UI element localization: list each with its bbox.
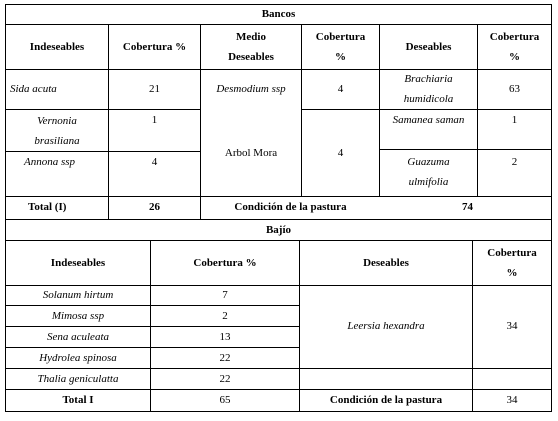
bajio-hline-r1: [5, 305, 300, 306]
bajio-indeseable-4-value: 22: [219, 352, 231, 364]
bancos-indeseable-1-value: 21: [149, 83, 160, 95]
frame-top: [5, 4, 552, 5]
bancos-hline-r2-a: [5, 151, 201, 152]
bancos-indeseable-2: [6, 110, 108, 152]
bajio-indeseable-1: Solanum hirtum: [42, 289, 114, 301]
bajio-total-value: 65: [219, 394, 231, 406]
bajio-hline-r2: [5, 326, 300, 327]
bancos-hline-r1-b: [301, 109, 552, 110]
bajio-indeseable-2-value: 2: [222, 310, 228, 322]
bancos-hline-total: [5, 219, 552, 220]
bancos-deseable-1-value: 63: [509, 83, 520, 95]
bancos-condicion-label: Condición de la pastura: [234, 201, 347, 213]
bajio-condicion-value: 34: [506, 394, 518, 406]
bancos-vline-1: [108, 24, 109, 220]
bancos-medio-2-value: 4: [337, 147, 344, 159]
bancos-hline-r1-a: [5, 109, 201, 110]
bancos-indeseable-2-line2: brasiliana: [34, 135, 80, 147]
bancos-medio-1: Desmodium ssp: [216, 83, 286, 95]
bancos-vline-3: [301, 24, 302, 197]
bajio-vline-3: [472, 240, 473, 412]
bancos-header-medio-line2: Deseables: [228, 51, 274, 63]
bancos-deseable-3-value: 2: [511, 156, 518, 168]
bancos-header-cobertura-3-line2: %: [509, 51, 520, 63]
bancos-deseable-1-line2: humidicola: [403, 93, 454, 105]
bancos-header-medio: [201, 25, 301, 69]
bajio-header-cobertura-2-line2: %: [506, 267, 518, 279]
bajio-hline-header: [5, 285, 552, 286]
bancos-header-cobertura-2-line2: %: [335, 51, 346, 63]
bajio-deseable-1: Leersia hexandra: [347, 320, 425, 332]
bancos-indeseable-2-line1: Vernonia: [37, 115, 77, 127]
frame-bottom: [5, 411, 552, 412]
bancos-total-label: Total (I): [28, 201, 67, 213]
bancos-medio-2: Arbol Mora: [224, 147, 278, 159]
bajio-hline-title: [5, 240, 552, 241]
bajio-total-label: Total I: [62, 394, 94, 406]
bancos-header-medio-line1: Medio: [236, 31, 266, 43]
bajio-indeseable-1-value: 7: [222, 289, 228, 301]
bajio-condicion-label: Condición de la pastura: [329, 394, 443, 406]
bancos-vline-5: [477, 24, 478, 197]
bancos-hline-r3: [5, 196, 552, 197]
bajio-hline-r3: [5, 347, 300, 348]
bancos-indeseable-3-value: 4: [151, 156, 158, 168]
bancos-condicion-value: 74: [462, 201, 473, 213]
bajio-vline-1: [150, 240, 151, 412]
bajio-header-cobertura-1: Cobertura %: [193, 257, 257, 269]
bancos-indeseable-2-value: 1: [151, 114, 158, 126]
bancos-header-deseables: Deseables: [405, 41, 452, 53]
bajio-header-deseables: Deseables: [363, 257, 409, 269]
bancos-header-cobertura-3-line1: Cobertura: [489, 31, 540, 43]
bajio-indeseable-2: Mimosa ssp: [51, 310, 105, 322]
bancos-hline-title: [5, 24, 552, 25]
bajio-deseable-1-value: 34: [506, 320, 518, 332]
bancos-deseable-2-value: 1: [511, 114, 518, 126]
bancos-title: Bancos: [261, 8, 296, 20]
bancos-medio-1-value: 4: [337, 83, 344, 95]
bancos-header-cobertura-3: [478, 25, 551, 69]
bancos-vline-2: [200, 24, 201, 220]
bancos-deseable-1-line1: Brachiaria: [404, 73, 453, 85]
bancos-deseable-3: [380, 152, 477, 196]
bancos-header-cobertura-1: Cobertura %: [122, 41, 187, 53]
bancos-deseable-3-line2: ulmifolia: [408, 176, 449, 188]
bajio-vline-2: [299, 240, 300, 412]
bajio-header-cobertura-2: [473, 241, 551, 285]
bajio-header-indeseables: Indeseables: [50, 257, 106, 269]
bajio-hline-r5: [5, 389, 552, 390]
bancos-total-value: 26: [149, 201, 160, 213]
bajio-indeseable-3: Sena aculeata: [46, 331, 109, 343]
bajio-hline-r4: [5, 368, 552, 369]
bancos-vline-4: [379, 24, 380, 197]
bajio-header-cobertura-2-line1: Cobertura: [487, 247, 537, 259]
bajio-indeseable-5: Thalia geniculatta: [37, 373, 119, 385]
bancos-header-cobertura-2-line1: Cobertura: [315, 31, 366, 43]
frame-right: [551, 4, 552, 412]
frame-left: [5, 4, 6, 412]
bajio-indeseable-3-value: 13: [219, 331, 231, 343]
bancos-deseable-1: [380, 70, 477, 108]
bancos-header-indeseables: Indeseables: [29, 41, 85, 53]
bancos-deseable-2: Samanea saman: [392, 114, 465, 126]
bancos-indeseable-3: Annona ssp: [24, 156, 76, 168]
bancos-hline-header: [5, 69, 552, 70]
bancos-hline-r2-b: [379, 149, 552, 150]
bancos-header-cobertura-2: [302, 25, 379, 69]
bajio-title: Bajío: [265, 224, 292, 236]
bancos-deseable-3-line1: Guazuma: [407, 156, 450, 168]
bajio-indeseable-5-value: 22: [219, 373, 231, 385]
bajio-indeseable-4: Hydrolea spinosa: [39, 352, 117, 364]
bancos-indeseable-1: Sida acuta: [10, 83, 57, 95]
